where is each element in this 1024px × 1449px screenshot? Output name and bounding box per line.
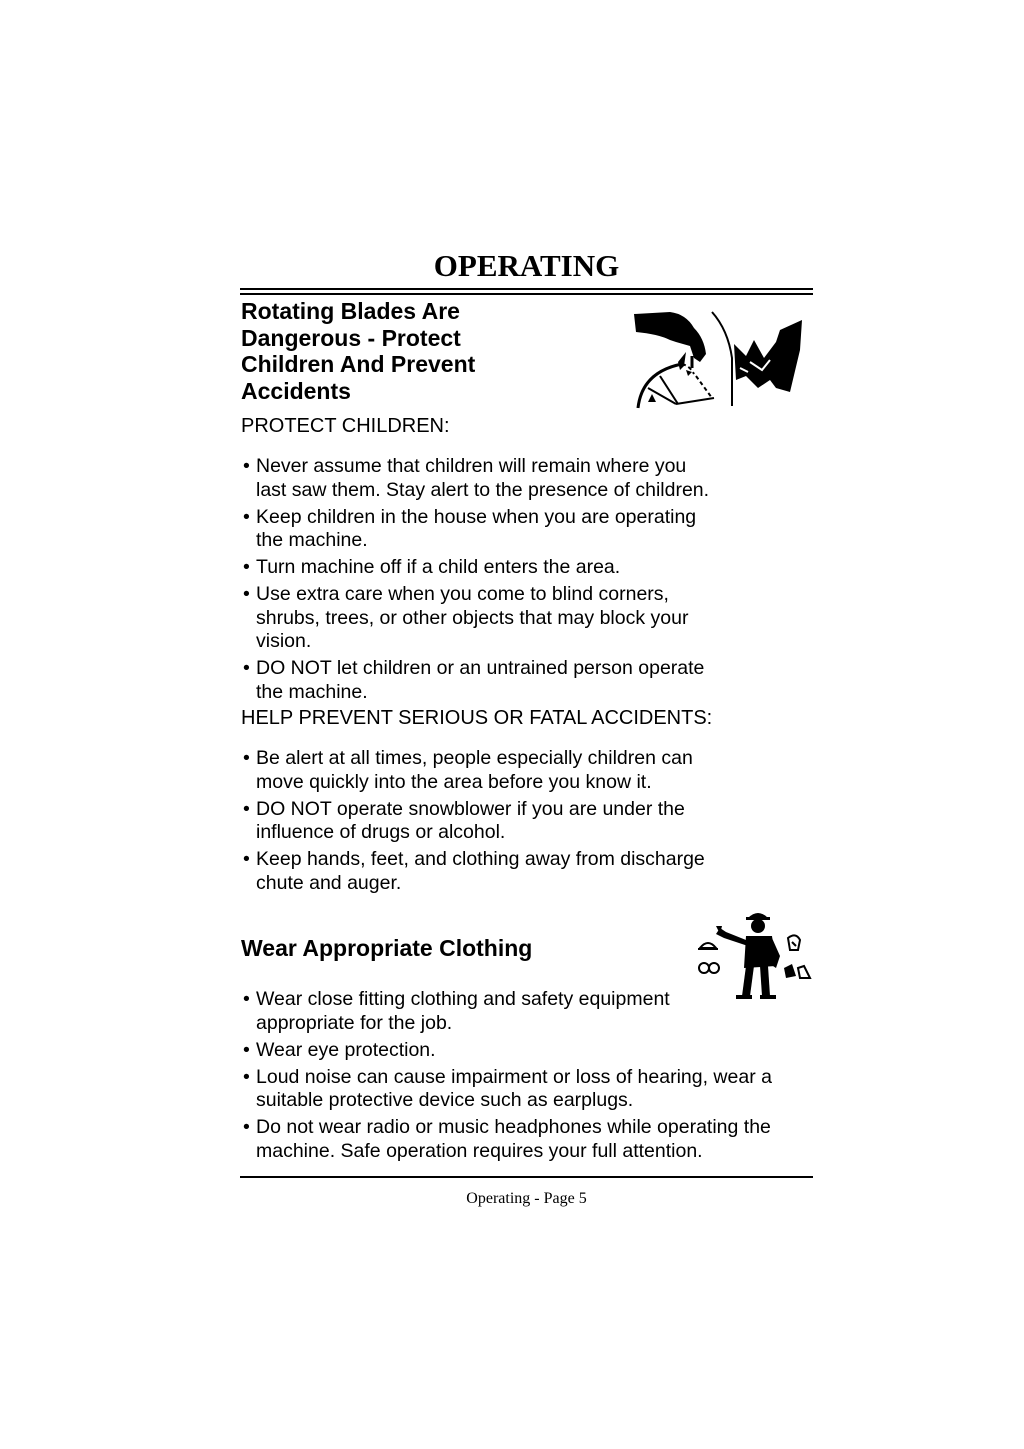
bullet: • [243,583,250,605]
prevent-accidents-list [243,747,705,899]
bullet: • [243,657,250,679]
bullet: • [243,1038,250,1061]
list-item-line: Be alert at all times, people especially children can [256,747,693,769]
page-footer: Operating - Page 5 [466,1190,587,1207]
list-item [243,455,709,502]
footer-rule [240,1176,813,1178]
list-item [243,747,705,794]
list-item-line: Never assume that children will remain where you [256,455,687,477]
list-item [243,1066,772,1113]
bullet: • [243,848,250,870]
list-item-line: the machine. [256,680,368,703]
list-item [243,1039,772,1063]
list-item [243,798,705,845]
list-item-line: Loud noise can cause impairment or loss of hearing, wear a [256,1065,772,1088]
bullet: • [243,505,250,528]
list-item-line: chute and auger. [256,871,402,894]
list-item-line: DO NOT let children or an untrained person operate [256,657,705,679]
bullet: • [243,556,250,578]
list-item-line: Do not wear radio or music headphones while operating the [256,1116,771,1138]
list-item [243,506,709,553]
list-item-line: vision. [256,630,312,652]
list-item-line: Wear eye protection. [256,1038,436,1061]
clothing-list [243,988,772,1167]
bullet: • [243,797,250,820]
list-item-line: machine. Safe operation requires your full attention. [256,1139,703,1162]
list-item-line: Keep hands, feet, and clothing away from discharge [256,848,705,870]
list-item-line: suitable protective device such as earplugs. [256,1089,634,1111]
list-item-line: Turn machine off if a child enters the area. [256,556,621,578]
bullet: • [243,747,250,769]
section-heading-clothing: Wear Appropriate Clothing [241,935,533,961]
list-item [243,1116,772,1163]
list-item-line: influence of drugs or alcohol. [256,821,506,843]
section-heading-rotating-blades [241,298,475,404]
list-item [243,988,772,1035]
list-item-line: the machine. [256,529,368,551]
heading-line: Dangerous - Protect [241,324,461,351]
title-double-rule-top [240,288,813,290]
blade-hand-warning-icon [630,310,810,410]
bullet: • [243,1065,250,1088]
protect-children-list [243,455,709,708]
list-item-line: Wear close fitting clothing and safety equipment [256,988,670,1010]
list-item-line: Keep children in the house when you are operating [256,505,697,528]
list-item-line: DO NOT operate snowblower if you are under the [256,797,685,820]
list-item-line: appropriate for the job. [256,1011,453,1034]
heading-line: Children And Prevent [241,351,476,377]
list-item-line: last saw them. Stay alert to the presence of children. [256,478,710,501]
heading-line: Rotating Blades Are [241,298,460,324]
title-double-rule-bottom [240,293,813,295]
bullet: • [243,1116,250,1138]
list-item [243,848,705,895]
list-item-line: Use extra care when you come to blind corners, [256,583,669,605]
prevent-accidents-label: HELP PREVENT SERIOUS OR FATAL ACCIDENTS: [241,707,713,729]
list-item-line: move quickly into the area before you know it. [256,770,652,793]
list-item [243,657,709,704]
page-title: OPERATING [433,248,620,283]
bullet: • [243,455,250,477]
list-item [243,556,709,580]
list-item-line: shrubs, trees, or other objects that may block your [256,606,689,629]
protect-children-label: PROTECT CHILDREN: [241,415,450,437]
heading-line: Accidents [241,377,351,404]
list-item [243,583,709,654]
bullet: • [243,988,250,1010]
